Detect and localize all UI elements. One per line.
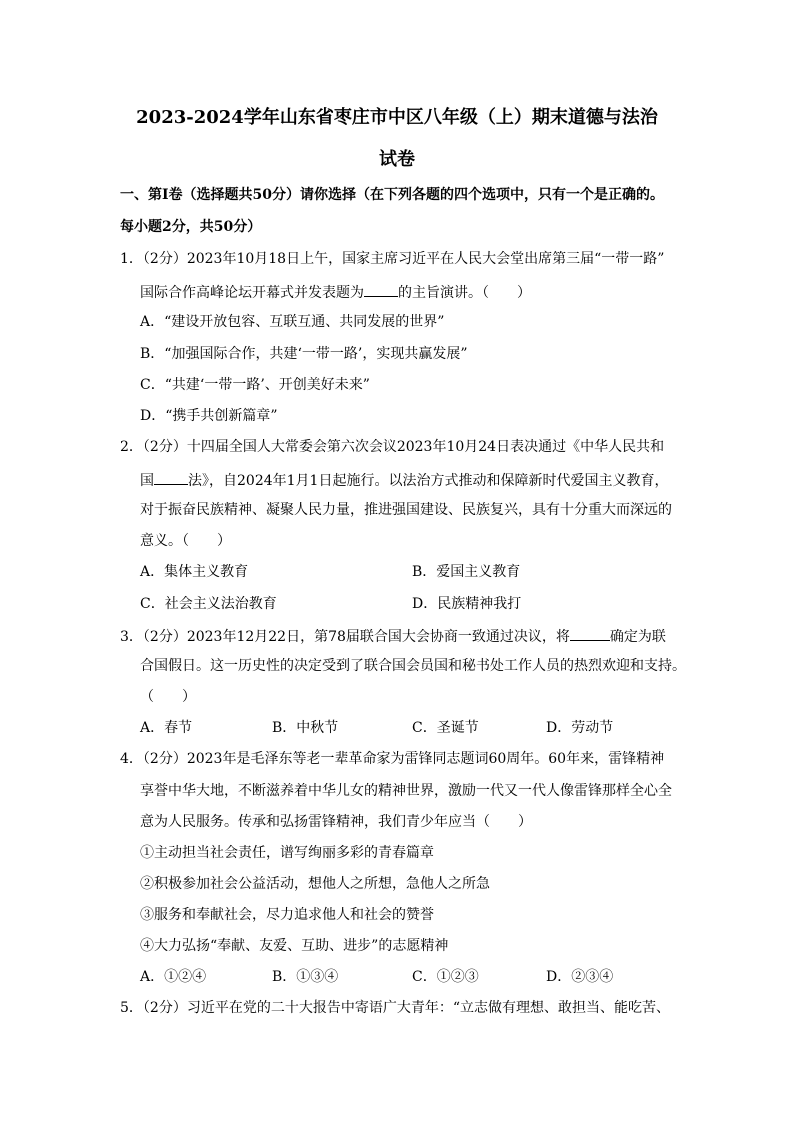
question-2-option-a: A．集体主义教育 <box>140 564 249 580</box>
question-3-option-b: B．中秋节 <box>272 720 339 736</box>
question-1-stem-cont: 国际合作高峰论坛开幕式并发表题为 的主旨演讲。（ ） <box>140 282 531 302</box>
question-2-option-d: D．民族精神我打 <box>412 596 522 612</box>
question-2-option-b: B．爱国主义教育 <box>412 564 521 580</box>
question-1-option-a: A．“建设开放包容、互联互通、共同发展的世界” <box>140 314 445 330</box>
question-3-option-d: D．劳动节 <box>546 720 614 736</box>
question-3-option-a: A．春节 <box>140 720 193 736</box>
exam-title-line-2: 试卷 <box>379 149 415 170</box>
question-5-stem: 5．（2分）习近平在党的二十大报告中寄语广大青年：“立志做有理想、敢担当、能吃苦、 <box>120 1000 670 1016</box>
question-2-stem-line-4: 意义。（ ） <box>140 533 231 549</box>
question-1-option-b: B．“加强国际合作，共建‘一带一路’，实现共赢发展” <box>140 346 468 362</box>
question-3-stem-line-3: （ ） <box>140 689 196 705</box>
question-1-stem: 1．（2分）2023年10月18日上午，国家主席习近平在人民大会堂出席第三届“一带一路” <box>120 251 665 267</box>
question-3-stem: 3．（2分）2023年12月22日，第78届联合国大会协商一致通过决议，将 确定为联 <box>120 626 666 646</box>
question-3-option-c: C．圣诞节 <box>412 720 479 736</box>
question-4-stem: 4．（2分）2023年是毛泽东等老一辈革命家为雷锋同志题词60周年。60年来，雷锋精神 <box>120 751 665 767</box>
exam-title-line-1: 2023-2024学年山东省枣庄市中区八年级（上）期末道德与法治 <box>136 107 658 128</box>
question-4-statement-2: ②积极参加社会公益活动，想他人之所想，急他人之所急 <box>140 876 490 892</box>
section-heading-line-1: 一、第Ⅰ卷（选择题共50分）请你选择（在下列各题的四个选项中，只有一个是正确的。 <box>120 187 665 203</box>
question-4-stem-line-3: 意为人民服务。传承和弘扬雷锋精神，我们青少年应当（ ） <box>140 814 532 830</box>
question-4-option-c: C．①②③ <box>412 969 479 985</box>
question-1-option-c: C．“共建‘一带一路’、开创美好未来” <box>140 377 370 393</box>
question-4-statement-1: ①主动担当社会责任，谱写绚丽多彩的青春篇章 <box>140 845 434 861</box>
question-1-option-d: D．“携手共创新篇章” <box>140 408 278 424</box>
question-4-statement-3: ③服务和奉献社会，尽力追求他人和社会的赞誉 <box>140 907 434 923</box>
question-2-option-c: C．社会主义法治教育 <box>140 596 277 612</box>
question-2-stem-line-3: 对于振奋民族精神、凝聚人民力量，推进强国建设、民族复兴，具有十分重大而深远的 <box>140 502 672 518</box>
section-heading-line-2: 每小题2分，共50分） <box>120 219 262 235</box>
question-3-stem-line-2: 合国假日。这一历史性的决定受到了联合国会员国和秘书处工作人员的热烈欢迎和支持。 <box>140 658 686 674</box>
question-4-option-b: B．①③④ <box>272 969 339 985</box>
question-2-stem: 2．（2分）十四届全国人大常委会第六次会议2023年10月24日表决通过《中华人民共和 <box>120 439 665 455</box>
question-4-stem-line-2: 享誉中华大地，不断滋养着中华儿女的精神世界，激励一代又一代人像雷锋那样全心全 <box>140 783 672 799</box>
question-2-stem-cont: 国 法》，自2024年1月1日起施行。以法治方式推动和保障新时代爱国主义教育， <box>140 470 668 490</box>
answer-blank <box>570 626 610 641</box>
question-4-option-a: A．①②④ <box>140 969 207 985</box>
answer-blank <box>364 282 398 297</box>
question-4-option-d: D．②③④ <box>546 969 614 985</box>
question-4-statement-4: ④大力弘扬“奉献、友爱、互助、进步”的志愿精神 <box>140 938 449 954</box>
answer-blank <box>154 470 188 485</box>
